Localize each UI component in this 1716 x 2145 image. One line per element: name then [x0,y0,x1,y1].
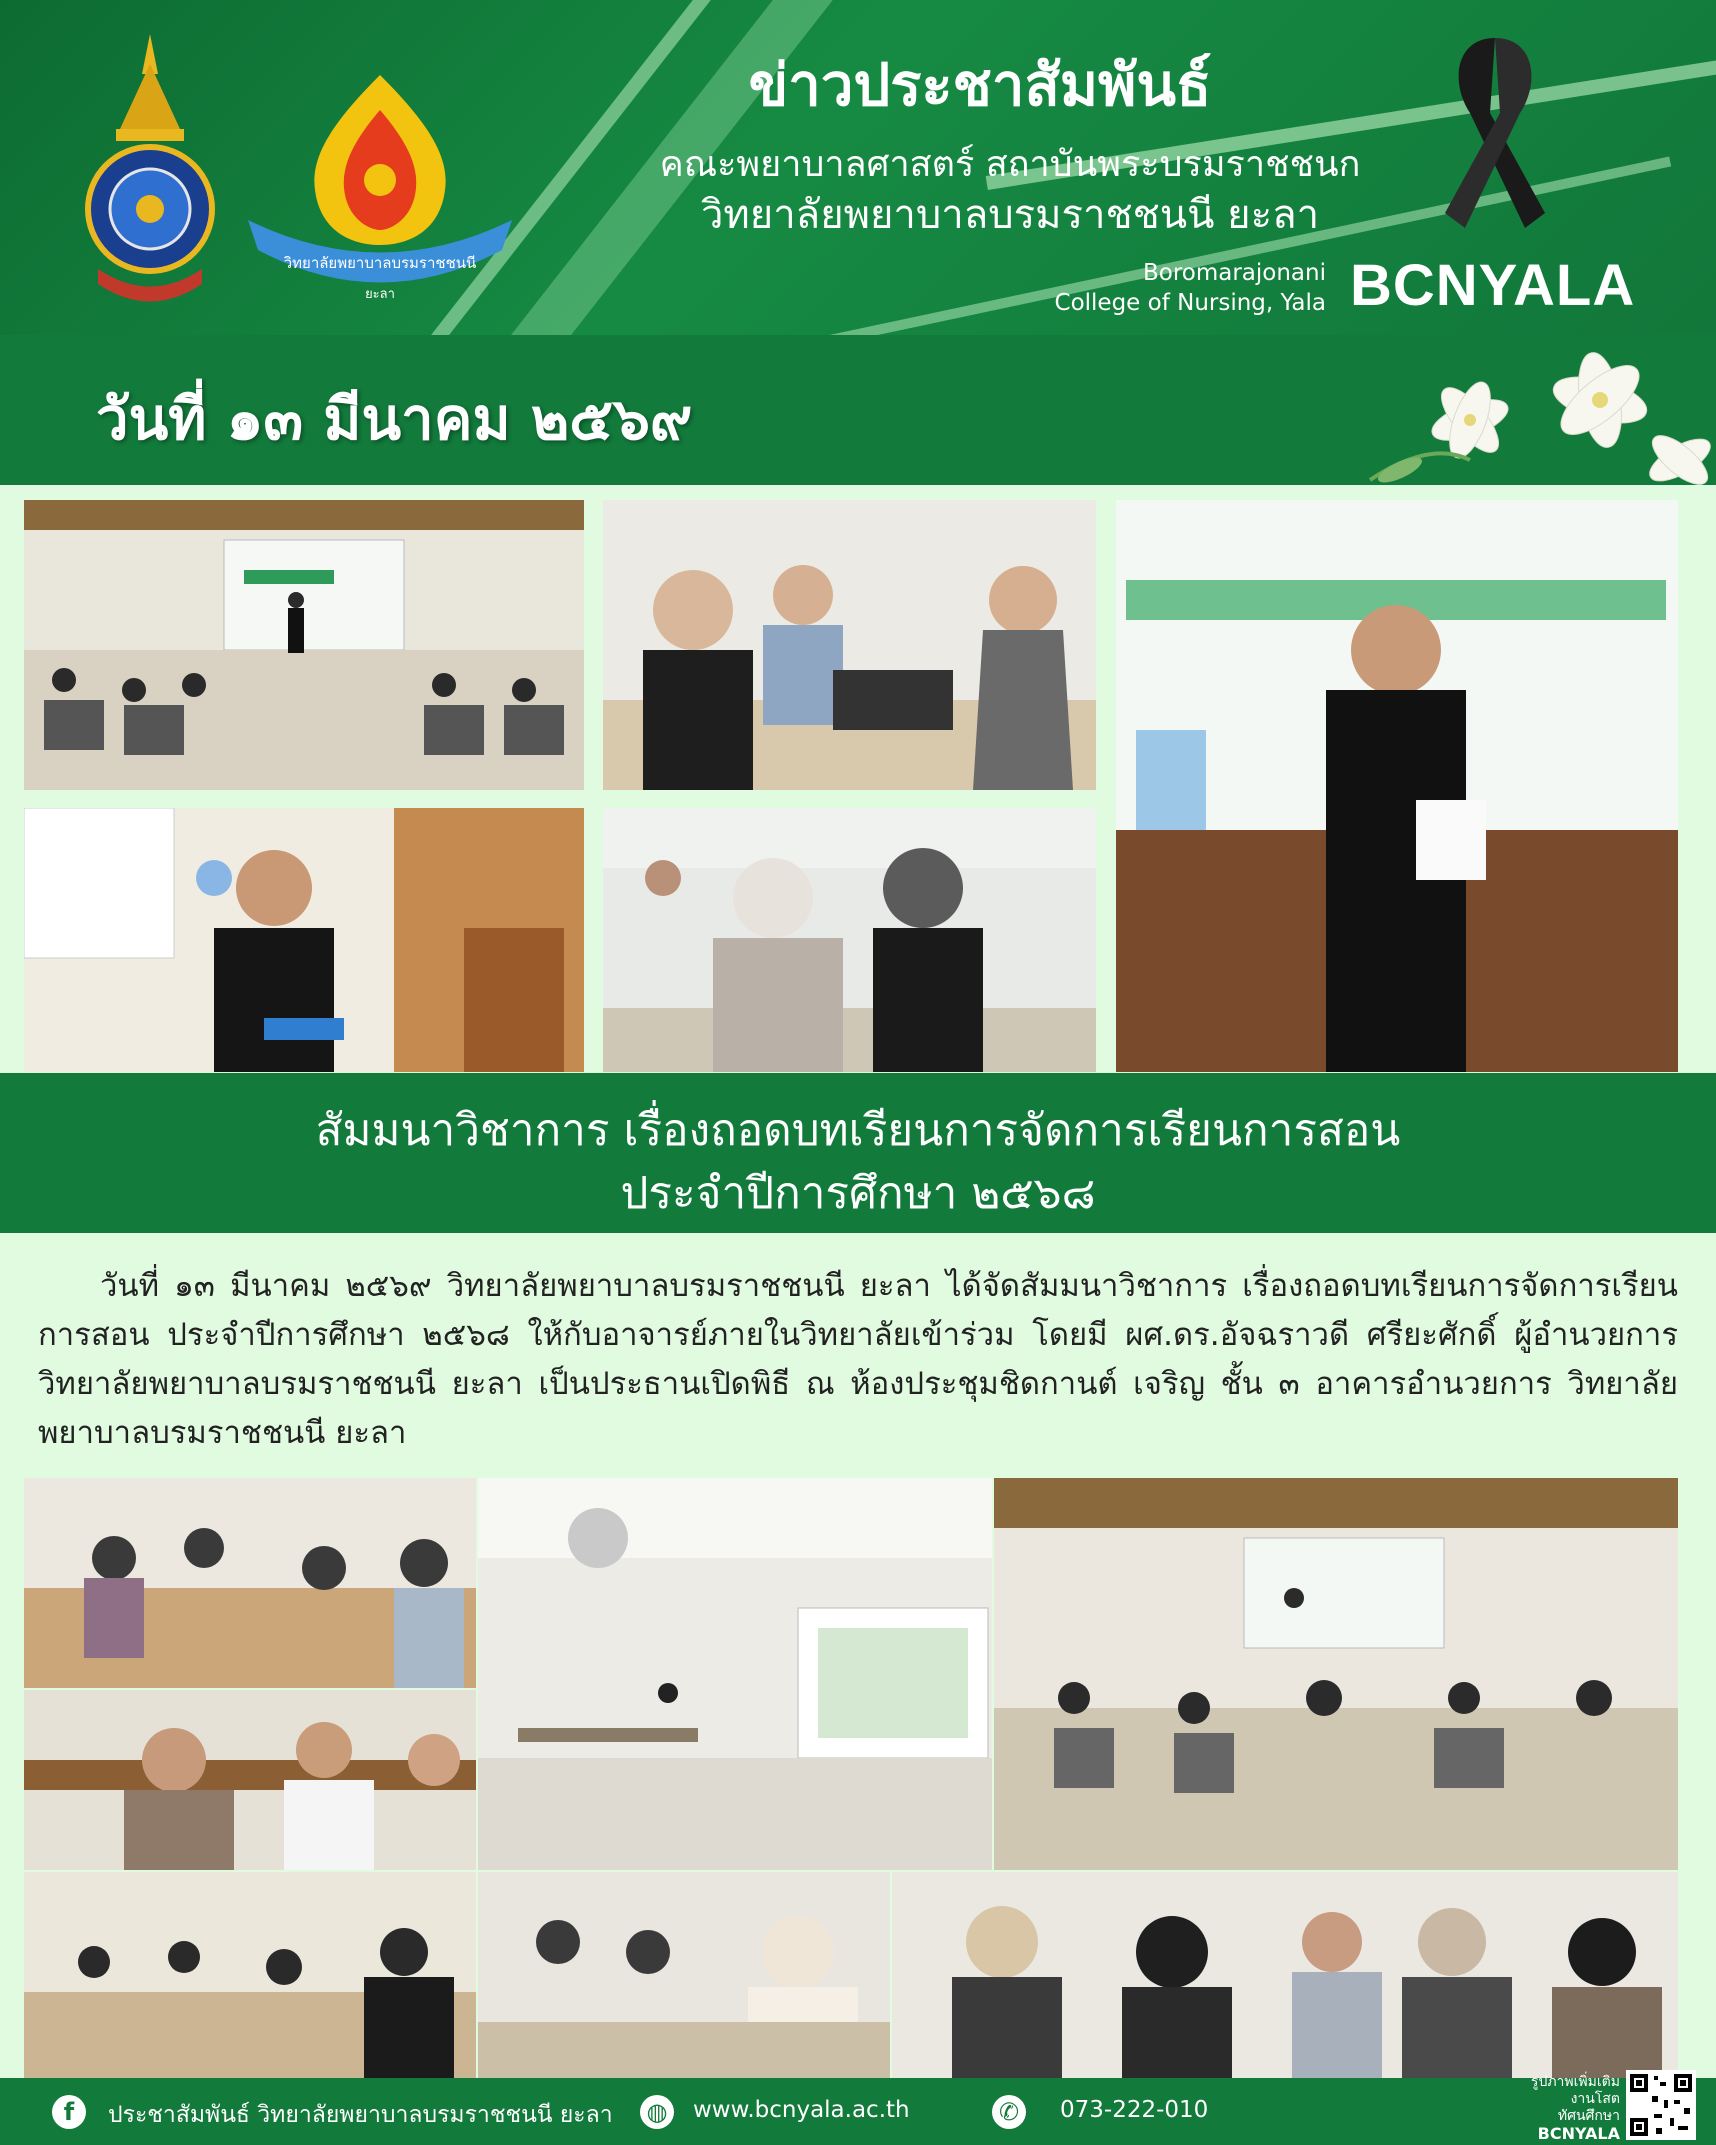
event-title-banner [0,1073,1716,1233]
faculty-name: คณะพยาบาลศาสตร์ สถาบันพระบรมราชชนก [659,144,1361,185]
photo-seminar-room-wide [24,500,584,790]
phone-icon: ✆ [992,2095,1026,2129]
english-name-line2: College of Nursing, Yala [1054,290,1326,316]
college-logo [240,70,520,310]
header-title: ข่าวประชาสัมพันธ์ [748,51,1212,119]
photo-participants-row [892,1872,1678,2078]
jasmine-flowers-decoration [1350,340,1716,500]
mourning-ribbon-icon [1430,28,1560,238]
photo-table-group-1 [24,1478,476,1688]
college-logo-text: วิทยาลัยพยาบาลบรมราชชนนี [283,254,477,272]
faculty-crest-logo [78,34,223,314]
college-name: วิทยาลัยพยาบาลบรมราชชนนี ยะลา [700,192,1320,238]
globe-icon: ◍ [640,2095,674,2129]
photo-room-participants [994,1478,1678,1870]
news-date: วันที่ ๑๓ มีนาคม ๒๕๖๙ [96,385,693,453]
facebook-page-link[interactable]: ประชาสัมพันธ์ วิทยาลัยพยาบาลบรมราชชนนี ยะลา [108,2102,613,2128]
more-photos-text: รูปภาพเพิ่มเติม [1530,2074,1620,2090]
photo-director-speaking [1116,500,1678,1072]
photo-participants-smiling [603,500,1096,790]
footer-bar [0,2078,1716,2145]
website-link[interactable]: www.bcnyala.ac.th [693,2097,910,2123]
phone-number: 073-222-010 [1060,2097,1209,2123]
photo-table-group-3 [24,1872,476,2078]
english-college-name [1055,258,1326,318]
brand-wordmark: BCNYALA [1350,253,1636,318]
photo-table-group-2 [24,1690,476,1870]
event-description: วันที่ ๑๓ มีนาคม ๒๕๖๙ วิทยาลัยพยาบาลบรมราชชนนี ยะลา ได้จัดสัมมนาวิชาการ เรื่องถอดบทเรียนการจัดการเรียนการสอน ประจำปีการศึกษา ๒๕๖๘ ให้กับอาจารย์ภายในวิทยาลัยเข้าร่วม โดยมี ผศ.ดร.อัจฉราวดี ศรียะศักดิ์ ผู้อำนวยการวิทยาลัยพยาบาลบรมราชชนนี ยะลา เป็นประธานเปิดพิธี ณ ห้องประชุมชิดกานต์ เจริญ ชั้น ๓ อาคารอำนวยการ วิทยาลัยพยาบาลบรมราชชนนี ยะลา [38,1268,1678,1451]
photo-room-presentation [478,1478,992,1870]
event-title-line1: สัมมนาวิชาการ เรื่องถอดบทเรียนการจัดการเรียนการสอน [315,1105,1401,1156]
english-name-line1: Boromarajonani [1142,260,1326,286]
qr-code-icon[interactable] [1626,2070,1696,2140]
photo-hijab-speaker [478,1872,890,2078]
college-logo-subtext: ยะลา [365,287,395,302]
av-unit-brand: BCNYALA [1537,2124,1620,2143]
photo-participants-hijab [603,808,1096,1072]
av-unit-text: งานโสตทัศนศึกษา [1557,2091,1620,2124]
more-photos-label [1510,2074,1620,2142]
photo-speaker-with-microphone [24,808,584,1072]
event-title-line2: ประจำปีการศึกษา ๒๕๖๘ [620,1168,1096,1219]
facebook-icon[interactable]: f [52,2095,86,2129]
header-banner [0,0,1716,335]
